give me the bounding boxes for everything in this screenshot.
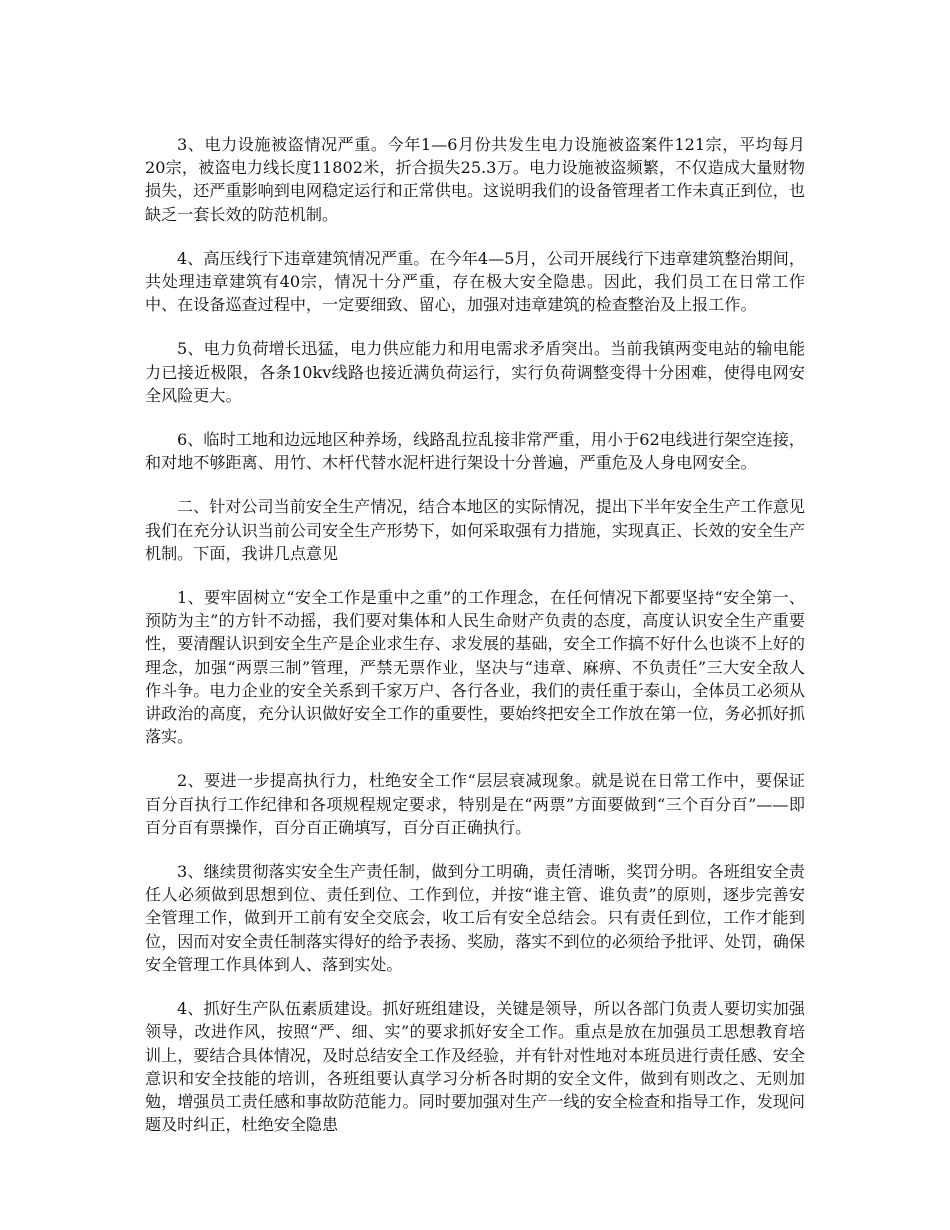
paragraph-temporary-sites: 6、临时工地和边远地区种养场，线路乱拉乱接非常严重，用小于62电线进行架空连接，和对地不够距离、用竹、木杆代替水泥杆进行架设十分普遍，严重危及人身电网安全。 xyxy=(145,430,805,473)
paragraph-facility-theft: 3、电力设施被盗情况严重。今年1—6月份共发生电力设施被盗案件121宗，平均每月20宗，被盗电力线长度11802米，折合损失25.3万。电力设施被盗频繁，不仅造成大量财物损失，还严重影响到电网稳定运行和正常供电。这说明我们的设备管理者工作未真正到位，也缺乏一套长效的防范机制。 xyxy=(145,135,805,224)
paragraph-illegal-buildings: 4、高压线行下违章建筑情况严重。在今年4—5月，公司开展线行下违章建筑整治期间，共处理违章建筑有40宗，情况十分严重，存在极大安全隐患。因此，我们员工在日常工作中、在设备巡查过程中，一定要细致、留心，加强对违章建筑的检查整治及上报工作。 xyxy=(145,248,805,315)
paragraph-team-quality: 4、抓好生产队伍素质建设。抓好班组建设，关键是领导，所以各部门负责人要切实加强领导，改进作风，按照“严、细、实”的要求抓好安全工作。重点是放在加强员工思想教育培训上，要结合具体情况，及时总结安全工作及经验，并有针对性地对本班员进行责任感、安全意识和安全技能的培训，各班组要认真学习分析各时期的安全文件，做到有则改之、无则加勉，增强员工责任感和事故防范能力。同时要加强对生产一线的安全检查和指导工作，发现问题及时纠正，杜绝安全隐患 xyxy=(145,999,805,1135)
paragraph-safety-concept: 1、要牢固树立“安全工作是重中之重”的工作理念，在任何情况下都要坚持“安全第一、预防为主”的方针不动摇，我们要对集体和人民生命财产负责的态度，高度认识安全生产重要性，要清醒认识到安全生产是企业求生存、求发展的基础，安全工作搞不好什么也谈不上好的理念，加强“两票三制”管理，严禁无票作业，坚决与“违章、麻痹、不负责任”三大安全敌人作斗争。电力企业的安全关系到千家万户、各行各业，我们的责任重于泰山，全体员工必须从讲政治的高度，充分认识做好安全工作的重要性，要始终把安全工作放在第一位，务必抓好抓落实。 xyxy=(145,588,805,747)
paragraph-load-growth: 5、电力负荷增长迅猛，电力供应能力和用电需求矛盾突出。当前我镇两变电站的输电能力已接近极限，各条10kv线路也接近满负荷运行，实行负荷调整变得十分困难，使得电网安全风险更大。 xyxy=(145,339,805,405)
document-body xyxy=(145,133,805,1157)
paragraph-responsibility: 3、继续贯彻落实安全生产责任制，做到分工明确，责任清晰，奖罚分明。各班组安全责任人必须做到思想到位、责任到位、工作到位，并按“谁主管、谁负责”的原则，逐步完善安全管理工作，做到开工前有安全交底会，收工后有安全总结会。只有责任到位，工作才能到位，因而对安全责任制落实得好的给予表扬、奖励，落实不到位的必须给予批评、处罚，确保安全管理工作具体到人、落到实处。 xyxy=(145,862,805,974)
paragraph-section-two-intro: 二、针对公司当前安全生产情况，结合本地区的实际情况，提出下半年安全生产工作意见我们在充分认识当前公司安全生产形势下，如何采取强有力措施，实现真正、长效的安全生产机制。下面，我讲几点意见 xyxy=(145,497,805,563)
paragraph-execution: 2、要进一步提高执行力，杜绝安全工作“层层衰减现象。就是说在日常工作中，要保证百分百执行工作纪律和各项规程规定要求，特别是在“两票”方面要做到“三个百分百”——即百分百有票操作，百分百正确填写，百分百正确执行。 xyxy=(145,771,805,837)
